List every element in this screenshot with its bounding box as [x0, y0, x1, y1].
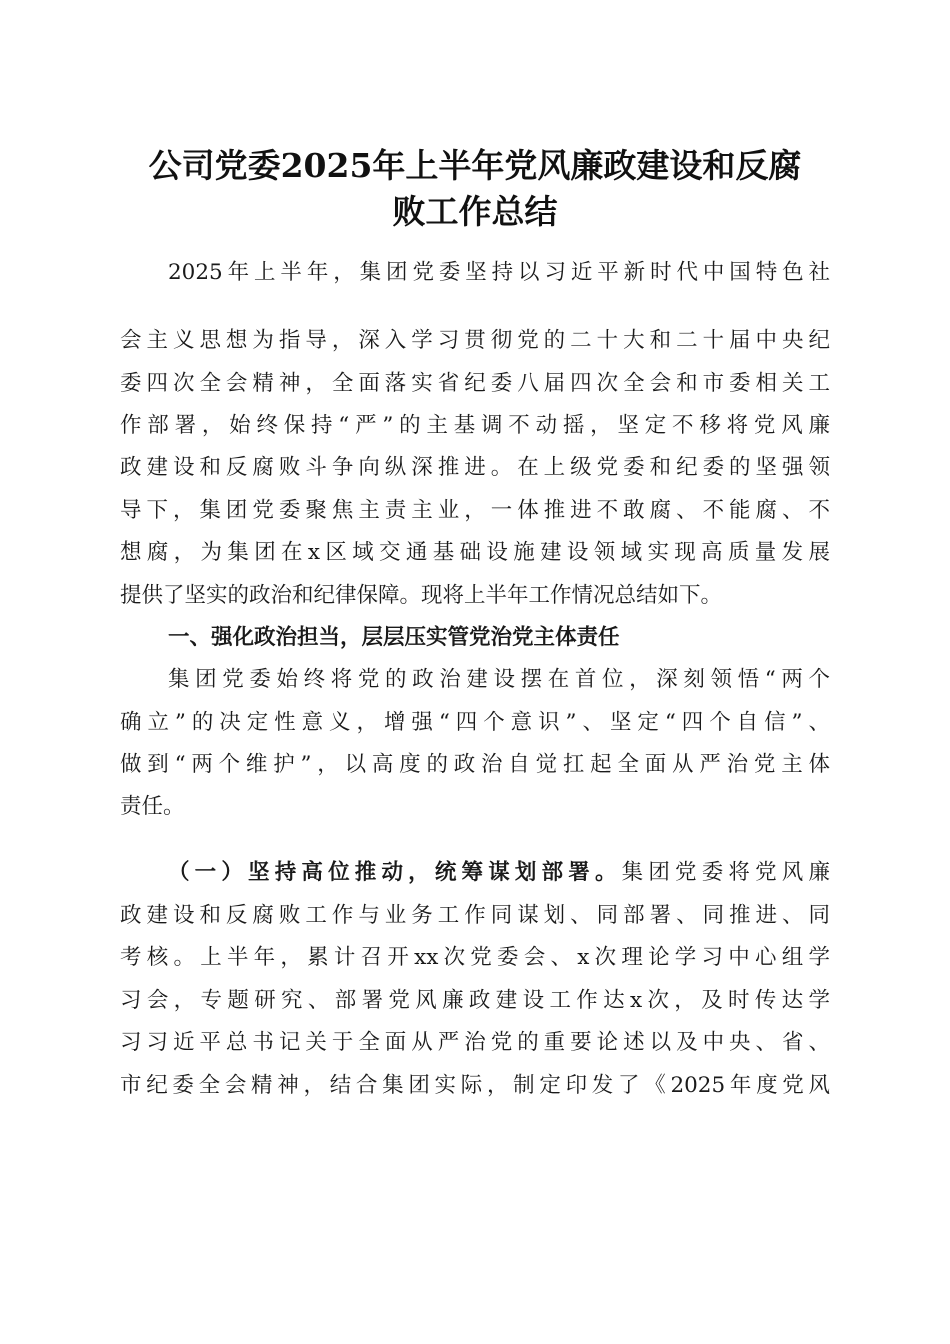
paragraph-3-line-2: 政建设和反腐败工作与业务工作同谋划、同部署、同推进、同: [120, 903, 830, 928]
document-title-line-1: 公司党委2025年上半年党风廉政建设和反腐: [148, 146, 802, 185]
paragraph-1-line-2: 会主义思想为指导，深入学习贯彻党的二十大和二十届中央纪: [120, 328, 830, 353]
paragraph-2-line-4: 责任。: [120, 794, 185, 819]
paragraph-1-line-3: 委四次全会精神，全面落实省纪委八届四次全会和市委相关工: [120, 371, 830, 396]
paragraph-1-line-7: 想腐，为集团在x区域交通基础设施建设领域实现高质量发展: [120, 540, 830, 565]
paragraph-3-line-1: [168, 858, 830, 888]
paragraph-3-line-3: 考核。上半年，累计召开xx次党委会、x次理论学习中心组学: [120, 945, 830, 970]
paragraph-1-line-1: 2025年上半年，集团党委坚持以习近平新时代中国特色社: [168, 260, 830, 285]
paragraph-3-line-5: 习习近平总书记关于全面从严治党的重要论述以及中央、省、: [120, 1030, 830, 1055]
paragraph-2-line-3: 做到“两个维护”，以高度的政治自觉扛起全面从严治党主体: [120, 752, 830, 777]
paragraph-3-lead-text: 集团党委将党风廉: [621, 860, 830, 885]
paragraph-1-line-4: 作部署，始终保持“严”的主基调不动摇，坚定不移将党风廉: [120, 413, 830, 438]
paragraph-2-line-2: 确立”的决定性意义，增强“四个意识”、坚定“四个自信”、: [120, 710, 830, 735]
subheading-1: （一）坚持高位推动，统筹谋划部署。: [168, 860, 622, 885]
section-heading-1: 一、强化政治担当，层层压实管党治党主体责任: [168, 625, 620, 650]
paragraph-2-line-1: 集团党委始终将党的政治建设摆在首位，深刻领悟“两个: [168, 667, 830, 692]
paragraph-1-line-8: 提供了坚实的政治和纪律保障。现将上半年工作情况总结如下。: [120, 583, 723, 608]
paragraph-3-line-6: 市纪委全会精神，结合集团实际，制定印发了《2025年度党风: [120, 1073, 830, 1098]
paragraph-1-line-5: 政建设和反腐败斗争向纵深推进。在上级党委和纪委的坚强领: [120, 455, 830, 480]
document-title-line-2: 败工作总结: [392, 192, 558, 231]
paragraph-3-line-4: 习会，专题研究、部署党风廉政建设工作达x次，及时传达学: [120, 988, 830, 1013]
paragraph-1-line-6: 导下，集团党委聚焦主责主业，一体推进不敢腐、不能腐、不: [120, 498, 830, 523]
